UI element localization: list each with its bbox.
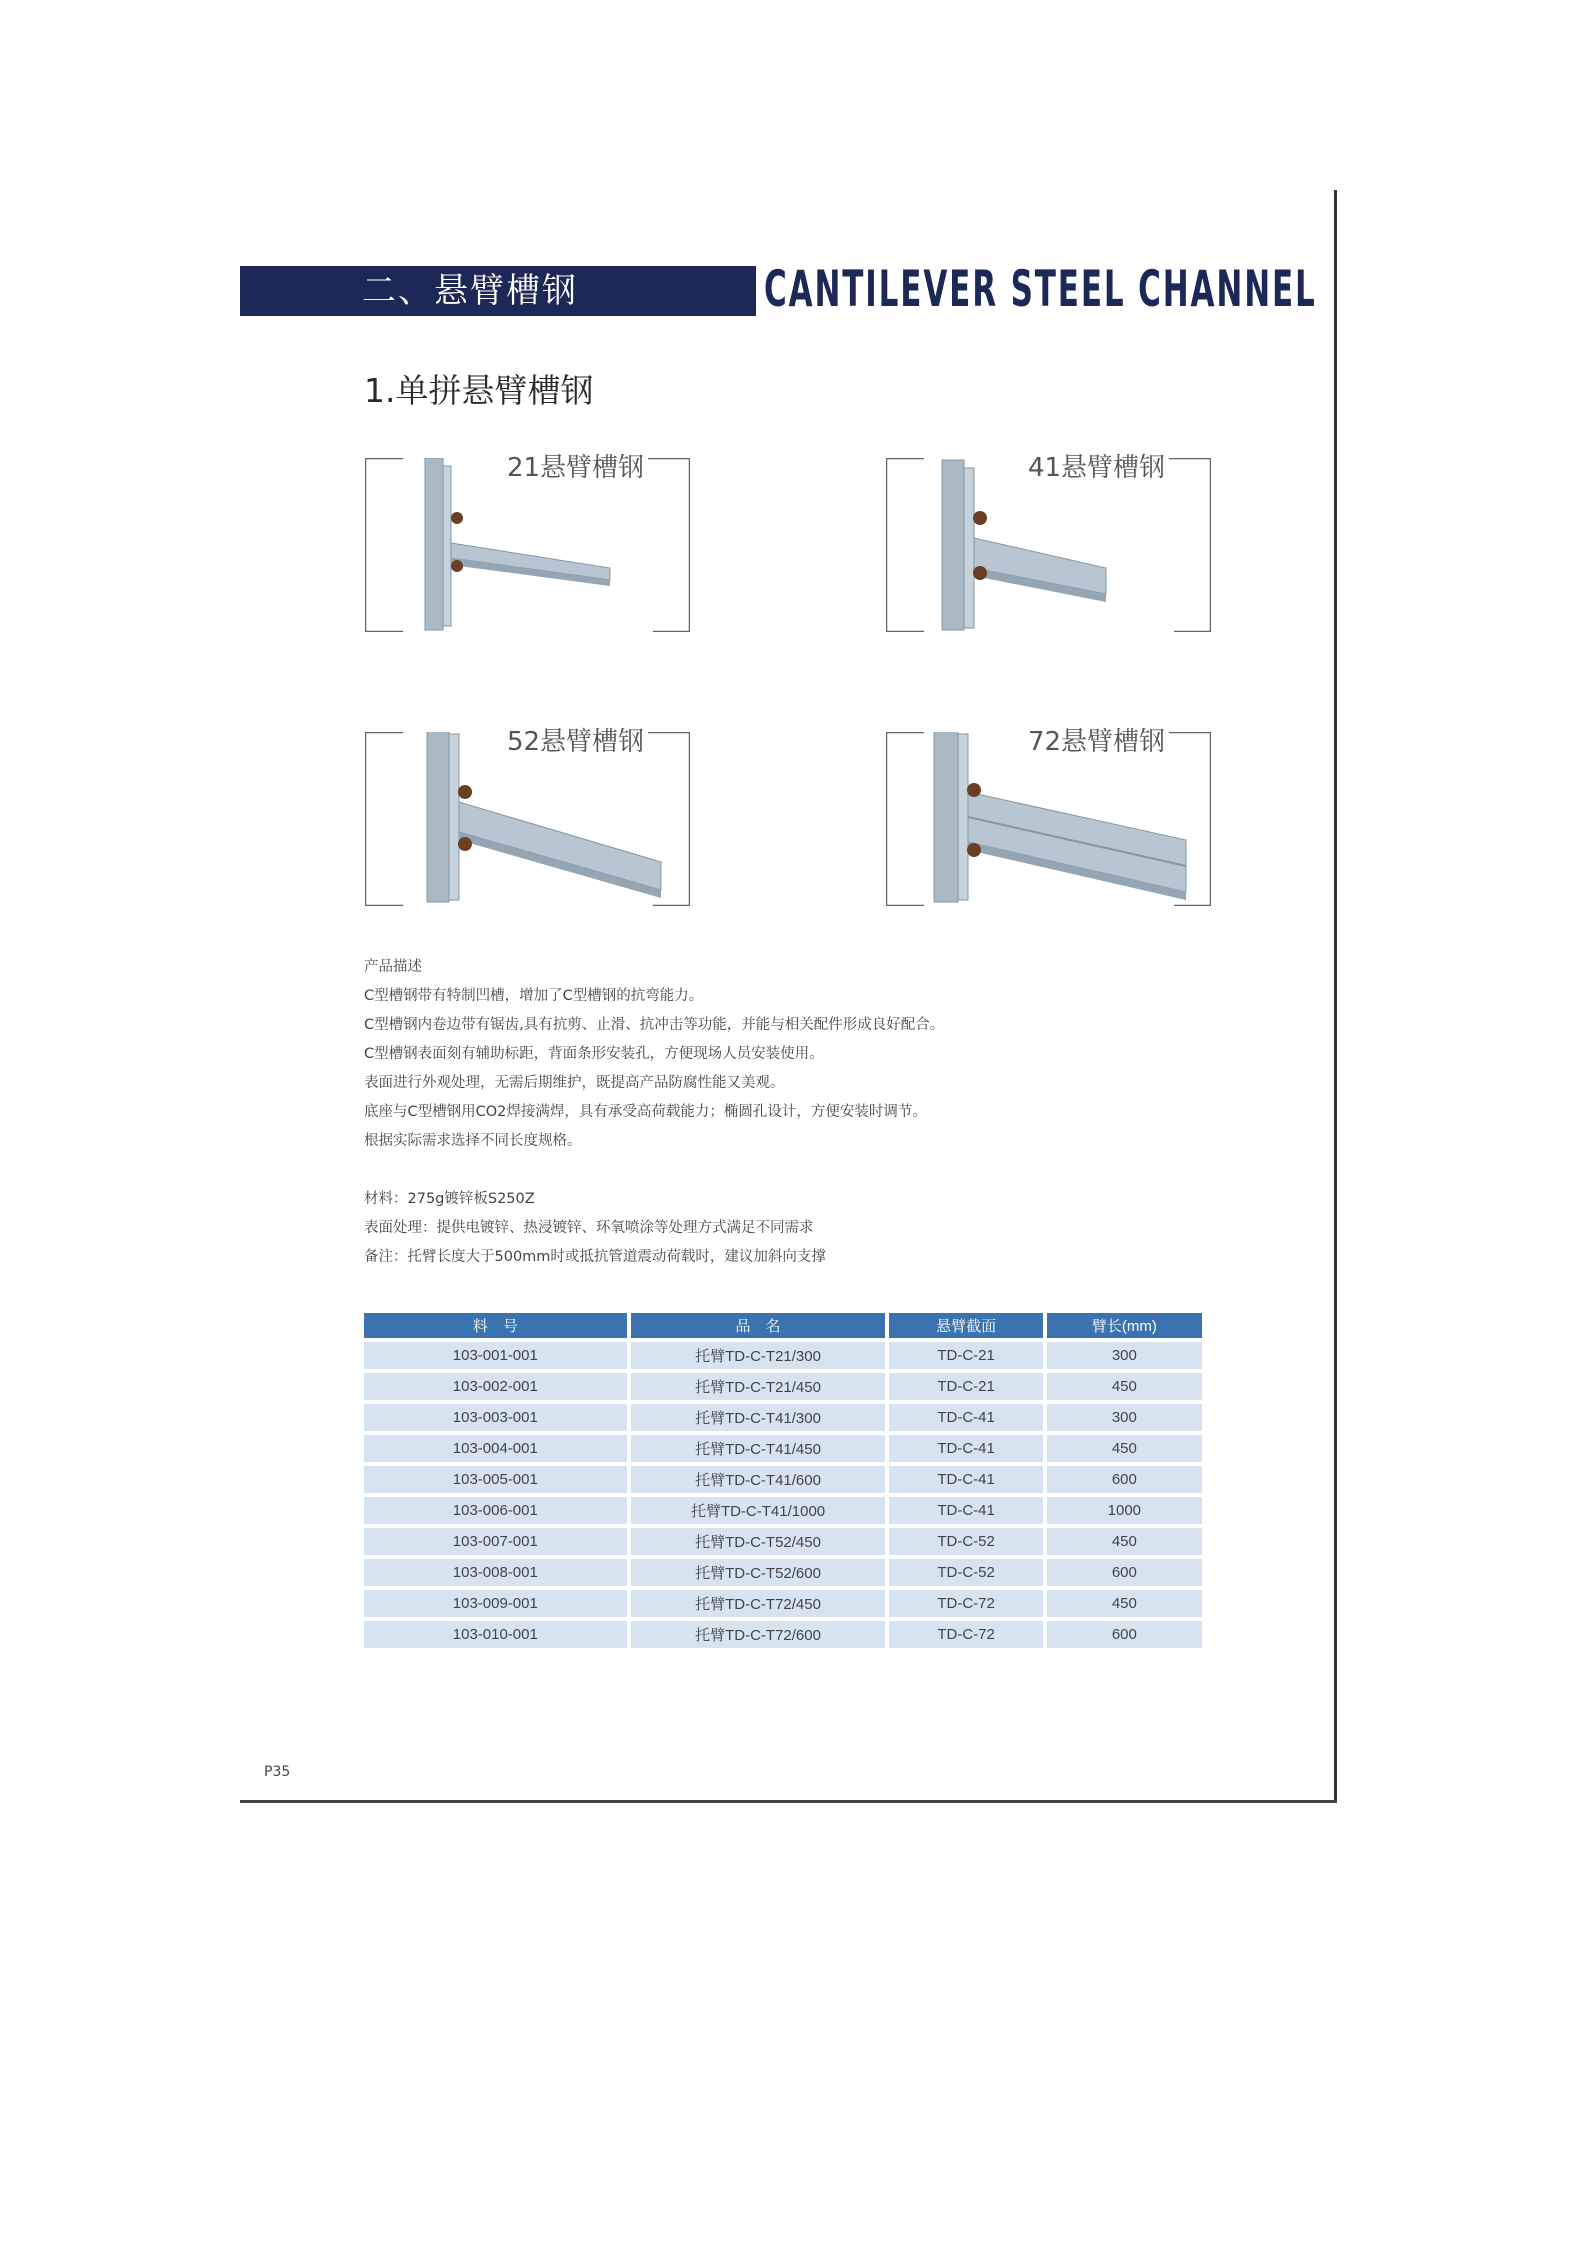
description-line: 表面进行外观处理，无需后期维护，既提高产品防腐性能又美观。 xyxy=(364,1075,785,1091)
cell-arm-length: 450 xyxy=(1047,1590,1202,1617)
page-number: P35 xyxy=(264,1764,291,1780)
cell-arm-length: 450 xyxy=(1047,1435,1202,1462)
cell-part-number: 103-001-001 xyxy=(364,1342,627,1369)
cell-section: TD-C-21 xyxy=(889,1342,1042,1369)
cell-section: TD-C-41 xyxy=(889,1466,1042,1493)
cell-product-name: 托臂TD-C-T52/450 xyxy=(631,1528,886,1555)
cell-section: TD-C-52 xyxy=(889,1528,1042,1555)
product-72-label: 72悬臂槽钢 xyxy=(1024,724,1169,760)
cell-part-number: 103-005-001 xyxy=(364,1466,627,1493)
cell-arm-length: 600 xyxy=(1047,1621,1202,1648)
spec-table xyxy=(360,1309,1206,1652)
product-41-label: 41悬臂槽钢 xyxy=(1024,450,1169,486)
table-row xyxy=(364,1466,1202,1493)
header-part-number: 料 号 xyxy=(364,1313,627,1338)
cell-product-name: 托臂TD-C-T41/450 xyxy=(631,1435,886,1462)
header-arm-length: 臂长(mm) xyxy=(1047,1313,1202,1338)
cell-part-number: 103-010-001 xyxy=(364,1621,627,1648)
description-line: C型槽钢表面刻有辅助标距，背面条形安装孔，方便现场人员安装使用。 xyxy=(364,1046,824,1062)
cell-section: TD-C-41 xyxy=(889,1404,1042,1431)
cell-product-name: 托臂TD-C-T72/450 xyxy=(631,1590,886,1617)
product-21-label: 21悬臂槽钢 xyxy=(503,450,648,486)
cell-arm-length: 300 xyxy=(1047,1404,1202,1431)
page-frame-right-line xyxy=(1334,190,1337,1802)
product-52-label: 52悬臂槽钢 xyxy=(503,724,648,760)
table-row xyxy=(364,1404,1202,1431)
cell-arm-length: 450 xyxy=(1047,1528,1202,1555)
cell-section: TD-C-21 xyxy=(889,1373,1042,1400)
cell-part-number: 103-003-001 xyxy=(364,1404,627,1431)
material-text: 材料：275g镀锌板S250Z xyxy=(364,1191,535,1207)
header-title-en: CANTILEVER STEEL CHANNEL xyxy=(764,260,1317,318)
cell-product-name: 托臂TD-C-T41/300 xyxy=(631,1404,886,1431)
header-section: 悬臂截面 xyxy=(889,1313,1042,1338)
cell-product-name: 托臂TD-C-T72/600 xyxy=(631,1621,886,1648)
cell-arm-length: 300 xyxy=(1047,1342,1202,1369)
cell-part-number: 103-008-001 xyxy=(364,1559,627,1586)
cell-section: TD-C-52 xyxy=(889,1559,1042,1586)
surface-treatment-text: 表面处理：提供电镀锌、热浸镀锌、环氧喷涂等处理方式满足不同需求 xyxy=(364,1220,814,1236)
cell-product-name: 托臂TD-C-T21/300 xyxy=(631,1342,886,1369)
table-row xyxy=(364,1590,1202,1617)
cell-arm-length: 600 xyxy=(1047,1466,1202,1493)
product-52 xyxy=(365,727,690,906)
table-row xyxy=(364,1559,1202,1586)
cell-section: TD-C-41 xyxy=(889,1435,1042,1462)
header-product-name: 品 名 xyxy=(631,1313,886,1338)
cell-product-name: 托臂TD-C-T52/600 xyxy=(631,1559,886,1586)
section-title: 1.单拼悬臂槽钢 xyxy=(364,371,594,410)
cell-part-number: 103-002-001 xyxy=(364,1373,627,1400)
product-21 xyxy=(365,453,690,632)
cell-section: TD-C-72 xyxy=(889,1590,1042,1617)
cell-part-number: 103-004-001 xyxy=(364,1435,627,1462)
table-row xyxy=(364,1497,1202,1524)
product-72 xyxy=(886,727,1211,906)
table-row xyxy=(364,1435,1202,1462)
table-row xyxy=(364,1621,1202,1648)
description-line: 根据实际需求选择不同长度规格。 xyxy=(364,1133,582,1149)
description-line: C型槽钢内卷边带有锯齿,具有抗剪、止滑、抗冲击等功能，并能与相关配件形成良好配合。 xyxy=(364,1017,945,1033)
description-line: C型槽钢带有特制凹槽，增加了C型槽钢的抗弯能力。 xyxy=(364,988,704,1004)
table-row xyxy=(364,1528,1202,1555)
cell-arm-length: 1000 xyxy=(1047,1497,1202,1524)
cell-section: TD-C-72 xyxy=(889,1621,1042,1648)
cell-arm-length: 450 xyxy=(1047,1373,1202,1400)
cell-product-name: 托臂TD-C-T21/450 xyxy=(631,1373,886,1400)
table-header-row xyxy=(364,1313,1202,1338)
description-line: 底座与C型槽钢用CO2焊接满焊，具有承受高荷载能力；椭圆孔设计，方便安装时调节。 xyxy=(364,1104,927,1120)
cell-product-name: 托臂TD-C-T41/1000 xyxy=(631,1497,886,1524)
page-frame-bottom-line xyxy=(240,1800,1337,1803)
product-41 xyxy=(886,453,1211,632)
header-title-cn: 二、悬臂槽钢 xyxy=(362,271,578,311)
table-row xyxy=(364,1373,1202,1400)
cell-product-name: 托臂TD-C-T41/600 xyxy=(631,1466,886,1493)
cell-section: TD-C-41 xyxy=(889,1497,1042,1524)
cell-arm-length: 600 xyxy=(1047,1559,1202,1586)
cell-part-number: 103-009-001 xyxy=(364,1590,627,1617)
table-row xyxy=(364,1342,1202,1369)
description-heading: 产品描述 xyxy=(364,959,422,975)
header-separator xyxy=(756,266,760,316)
note-text: 备注：托臂长度大于500mm时或抵抗管道震动荷载时，建议加斜向支撑 xyxy=(364,1249,826,1265)
cell-part-number: 103-006-001 xyxy=(364,1497,627,1524)
cell-part-number: 103-007-001 xyxy=(364,1528,627,1555)
